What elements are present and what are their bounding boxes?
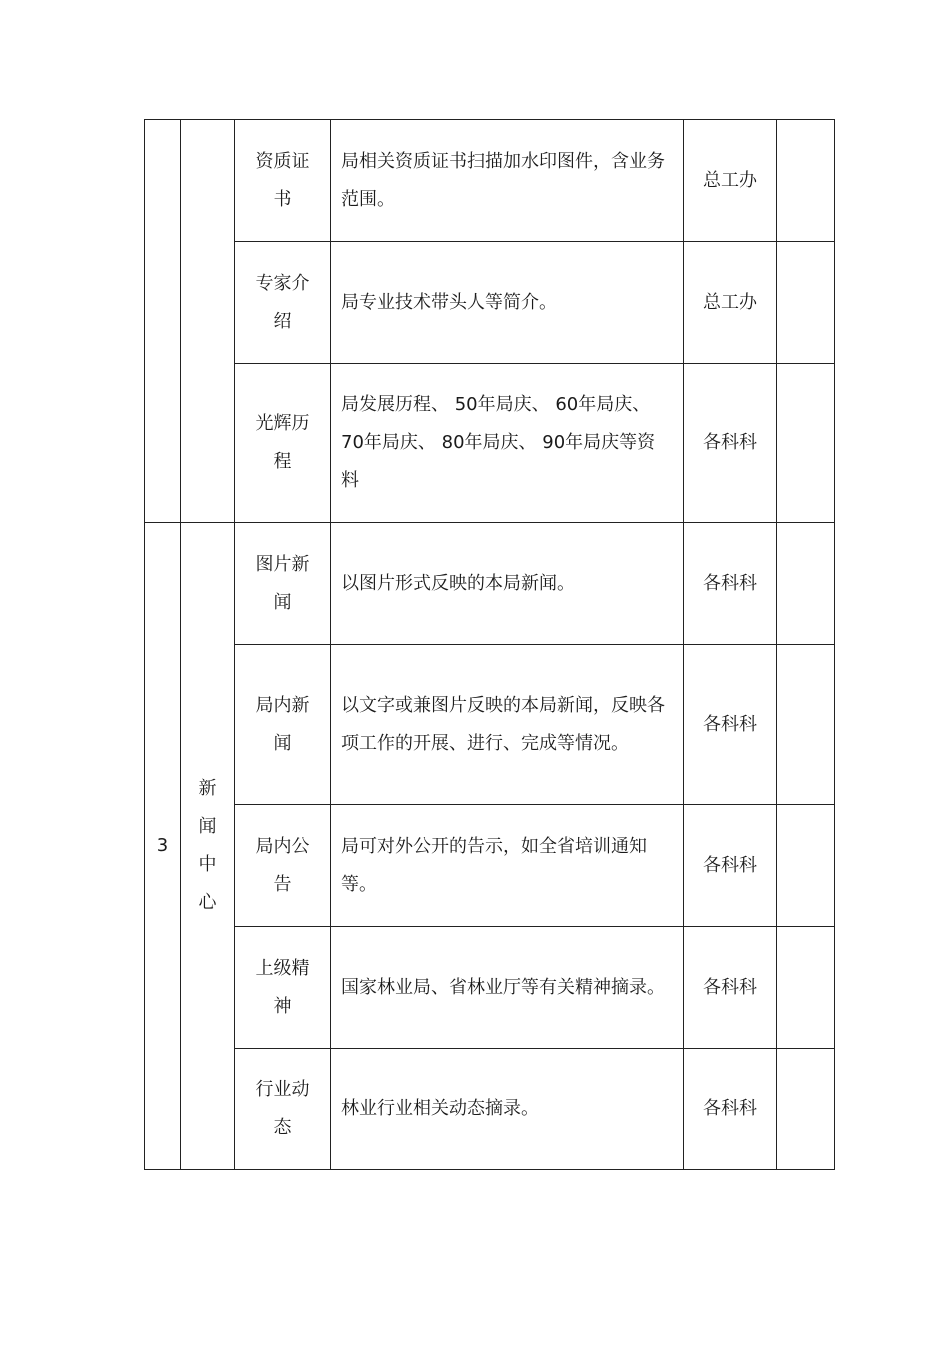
- document-table: [144, 119, 835, 1170]
- empty-cell: [777, 242, 835, 364]
- empty-cell: [777, 805, 835, 927]
- description-cell: 局发展历程、 50年局庆、 60年局庆、70年局庆、 80年局庆、 90年局庆等资料: [331, 364, 684, 523]
- item-name-cell: 上级精神: [235, 927, 331, 1049]
- item-name-cell: 行业动态: [235, 1049, 331, 1170]
- description-cell: 国家林业局、省林业厅等有关精神摘录。: [331, 927, 684, 1049]
- department-cell: 总工办: [684, 242, 777, 364]
- table-row: [145, 1049, 835, 1170]
- category-cell: [181, 523, 235, 1170]
- empty-cell: [777, 645, 835, 805]
- department-cell: 总工办: [684, 120, 777, 242]
- department-cell: 各科科: [684, 364, 777, 523]
- item-name-cell: 局内公告: [235, 805, 331, 927]
- description-cell: 局专业技术带头人等简介。: [331, 242, 684, 364]
- description-cell: 以图片形式反映的本局新闻。: [331, 523, 684, 645]
- table-row: [145, 805, 835, 927]
- department-cell: 各科科: [684, 927, 777, 1049]
- table-row: [145, 927, 835, 1049]
- department-cell: 各科科: [684, 523, 777, 645]
- row-number-cell: 3: [145, 523, 181, 1170]
- description-cell: 以文字或兼图片反映的本局新闻，反映各项工作的开展、进行、完成等情况。: [331, 645, 684, 805]
- empty-cell: [777, 364, 835, 523]
- item-name-cell: 资质证书: [235, 120, 331, 242]
- row-number-cell: [145, 120, 181, 523]
- item-name-cell: 光辉历程: [235, 364, 331, 523]
- empty-cell: [777, 523, 835, 645]
- department-cell: 各科科: [684, 805, 777, 927]
- description-cell: 局可对外公开的告示，如全省培训通知等。: [331, 805, 684, 927]
- empty-cell: [777, 1049, 835, 1170]
- description-cell: 林业行业相关动态摘录。: [331, 1049, 684, 1170]
- description-cell: 局相关资质证书扫描加水印图件，含业务范围。: [331, 120, 684, 242]
- item-name-cell: 图片新闻: [235, 523, 331, 645]
- empty-cell: [777, 927, 835, 1049]
- category-cell: [181, 120, 235, 523]
- table-row: [145, 523, 835, 645]
- item-name-cell: 局内新闻: [235, 645, 331, 805]
- table-row: [145, 645, 835, 805]
- table-row: [145, 120, 835, 242]
- department-cell: 各科科: [684, 1049, 777, 1170]
- item-name-cell: 专家介绍: [235, 242, 331, 364]
- department-cell: 各科科: [684, 645, 777, 805]
- table-row: [145, 242, 835, 364]
- table-row: [145, 364, 835, 523]
- category-label: 新闻中心: [198, 778, 217, 913]
- empty-cell: [777, 120, 835, 242]
